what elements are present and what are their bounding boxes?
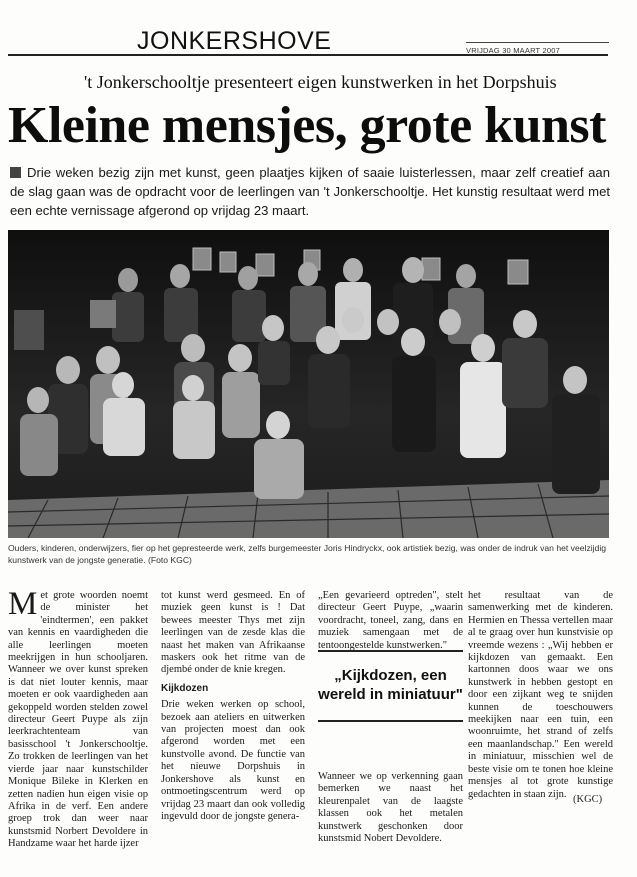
body-column-3 — [318, 590, 463, 652]
intro-paragraph — [10, 163, 610, 220]
group-photo-image — [8, 230, 609, 538]
body-column-1 — [8, 586, 148, 851]
body-column-4 — [468, 590, 613, 801]
body-column-2 — [161, 590, 305, 823]
kicker: 't Jonkerschooltje presenteert eigen kunstwerken in het Dorpshuis — [84, 72, 557, 92]
group-photo — [8, 230, 609, 538]
section-title: JONKERSHOVE — [137, 27, 332, 55]
body-column-2-text-a: tot kunst werd gesmeed. En of muziek geen kunst is ! Dat bewees meester Thys met zijn leerlingen van de zesde klas die naast het maken van Afrikaanse maskers ook het ritme van de djembé onder de knie kregen. — [161, 590, 305, 676]
author-signature: (KGC) — [573, 794, 603, 805]
body-column-4-text: het resultaat van de samenwerking met de kinderen. Hermien en Thessa vertellen maar al te graag over hun kunstvisie op vreemde wezens : „Wij hebben er kijkdozen van gemaakt. Een kartonnen doos waar we ons kunstwerk in hebben gestopt en door een zijkant weg te snijden kunnen de toeschouwers meekijken naar een tuin, een woonruimte, het strand of zelfs een maanlandschap." Een wereld in miniatuur, misschien wel de beste visie om te tonen hoe kleine mensjes al tot grote kunstige gedachten in staan zijn. — [468, 590, 613, 800]
headline: Kleine mensjes, grote kunst — [8, 97, 606, 154]
body-column-2-text-b: Drie weken werken op school, bezoek aan ateliers en uitwerken van projecten moest dan ook afgerond worden met een kunstvolle avond. De functie van het nieuwe Dorpshuis in Jonkershove als kunst en ontmoetingscentrum werd op vrijdag 23 maart dan ook volledig ingevuld door de jongste genera- — [161, 699, 305, 822]
header-rule — [8, 54, 608, 56]
pull-quote: „Kijkdozen, een wereld in miniatuur" — [318, 650, 463, 722]
intro-text: Drie weken bezig zijn met kunst, geen plaatjes kijken of saaie luisterlessen, maar zelf creatief aan de slag gaan was de opdracht voor de leerlingen van 't Jonkerschooltje. Het kunstig resultaat werd met een echte vernissage afgerond op vrijdag 23 maart. — [10, 165, 610, 218]
body-column-3-text-b: Wanneer we op verkenning gaan bemerken we naast het kleurenpalet van de laagste klassen ook het metalen kunstwerk geschonken door kunstsmid Nobert Devoldere. — [318, 771, 463, 845]
body-column-3-lower — [318, 771, 463, 845]
issue-date: VRIJDAG 30 MAART 2007 — [466, 46, 560, 55]
intro-bullet-icon — [10, 167, 21, 178]
body-column-3-text-a: „Een gevarieerd optreden", stelt directeur Geert Puype, „waarin voordracht, toneel, zang, dans en muziek samengaan met de tentoongestelde kunstwerken." — [318, 590, 463, 651]
subheading-kijkdozen: Kijkdozen — [161, 682, 209, 694]
drop-cap: M — [8, 586, 38, 622]
photo-caption: Ouders, kinderen, onderwijzers, fier op het gepresteerde werk, zelfs burgemeester Joris Hindryckx, ook artistiek bezig, was onder de indruk van het veelzijdig kunstwerk van de jongste generatie. (Foto KGC) — [8, 543, 607, 565]
date-rule — [466, 42, 609, 43]
body-column-1-text: et grote woorden noemt de minister het 'eindtermen', een pakket van kennis en vaardigheden die alle leerlingen moeten meekrijgen in hun schooljaren. Wanneer we over kunst spreken is dat niet louter kennis, maar moeten er ook vaardigheden aan gekoppeld worden stelden zowel directeur Geert Puype als zijn leerkrachtenteam van basisschool 't Jonkerschooltje. Zo trokken de leerlingen van het vierde jaar naar kunstschilder Monique Bileke in Klerken en zetten nadien hun eigen visie op Afrika in de verf. Een andere groep trok dan weer naar kunstsmid Norbert Devoldere in Handzame waar het harde ijzer — [8, 590, 148, 850]
